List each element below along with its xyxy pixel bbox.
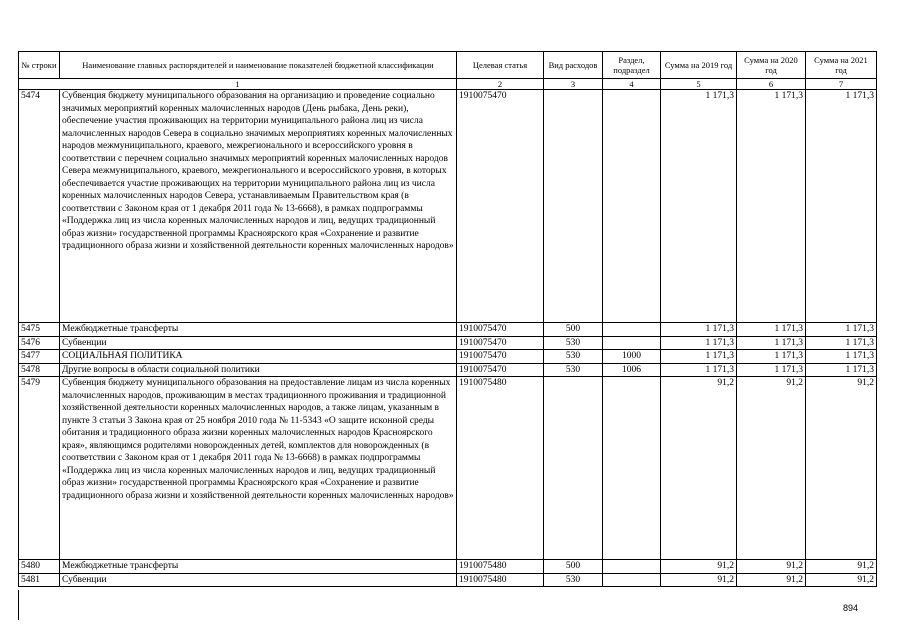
row-expense-type: 530 — [544, 363, 603, 377]
table-row — [19, 560, 877, 574]
row-expense-type — [544, 377, 603, 560]
table-row — [19, 363, 877, 377]
row-expense-type: 530 — [544, 573, 603, 587]
column-number: 1 — [19, 79, 457, 90]
row-target-article: 1910075480 — [457, 560, 544, 574]
row-sum-2020: 91,2 — [737, 377, 806, 560]
table-row — [19, 573, 877, 587]
column-number: 6 — [737, 79, 806, 90]
row-section — [603, 323, 661, 337]
row-sum-2019: 1 171,3 — [661, 350, 737, 364]
row-name: СОЦИАЛЬНАЯ ПОЛИТИКА — [60, 350, 457, 364]
row-sum-2021: 1 171,3 — [806, 336, 877, 350]
header-row — [19, 52, 877, 79]
left-margin-line — [18, 590, 19, 620]
row-number: 5479 — [19, 377, 60, 560]
row-section — [603, 573, 661, 587]
row-sum-2019: 91,2 — [661, 377, 737, 560]
row-number: 5480 — [19, 560, 60, 574]
column-number: 2 — [457, 79, 544, 90]
header-expense-type: Вид расходов — [544, 52, 603, 79]
row-sum-2020: 1 171,3 — [737, 336, 806, 350]
row-number: 5481 — [19, 573, 60, 587]
row-number: 5475 — [19, 323, 60, 337]
budget-table — [18, 51, 877, 587]
row-sum-2020: 91,2 — [737, 573, 806, 587]
row-expense-type: 500 — [544, 560, 603, 574]
table-row — [19, 323, 877, 337]
row-section — [603, 336, 661, 350]
row-number: 5478 — [19, 363, 60, 377]
row-sum-2020: 1 171,3 — [737, 363, 806, 377]
row-name: Другие вопросы в области социальной политики — [60, 363, 457, 377]
row-target-article: 1910075480 — [457, 573, 544, 587]
row-sum-2019: 91,2 — [661, 560, 737, 574]
row-sum-2021: 1 171,3 — [806, 363, 877, 377]
row-name: Субвенция бюджету муниципального образования на предоставление лицам из числа коренных малочисленных народов, проживающим в местах традиционного проживания и традиционной хозяйственной деятельности коренных малочисленных народов, а также лицам, указанным в пункте 3 статьи 3 Закона края от 25 ноября 2010 года № 11-5343 «О защите исконной среды обитания и традиционного образа жизни коренных малочисленных народов Красноярского края», являющимся родителями новорожденных детей, комплектов для новорожденных (в соответствии с Законом края от 1 декабря 2011 года № 13-6668) в рамках подпрограммы «Поддержка лиц из числа коренных малочисленных народов и лиц, ведущих традиционный образ жизни» государственной программы Красноярского края «Сохранение и развитие традиционного образа жизни и хозяйственной деятельности коренных малочисленных народов» — [60, 377, 457, 560]
row-section — [603, 90, 661, 323]
row-section: 1000 — [603, 350, 661, 364]
row-sum-2020: 1 171,3 — [737, 90, 806, 323]
row-sum-2020: 1 171,3 — [737, 350, 806, 364]
row-target-article: 1910075470 — [457, 90, 544, 323]
row-sum-2021: 91,2 — [806, 573, 877, 587]
row-target-article: 1910075470 — [457, 323, 544, 337]
row-expense-type — [544, 90, 603, 323]
table-row — [19, 377, 877, 560]
row-sum-2021: 91,2 — [806, 560, 877, 574]
header-sum-2021: Сумма на 2021 год — [806, 52, 877, 79]
row-sum-2021: 1 171,3 — [806, 350, 877, 364]
header-target-article: Целевая статья — [457, 52, 544, 79]
row-name: Межбюджетные трансферты — [60, 560, 457, 574]
header-section: Раздел, подраздел — [603, 52, 661, 79]
row-name: Субвенция бюджету муниципального образования на организацию и проведение социально значимых мероприятий коренных малочисленных народов (День рыбака, День реки), обеспечение участия проживающих на территории муниципального района лиц из числа малочисленных народов Севера в социально значимых мероприятиях коренных малочисленных народов межмуниципального, краевого, межрегионального и всероссийского уровня в соответствии с перечнем социально значимых мероприятий коренных малочисленных народов Севера межмуниципального, краевого, межрегионального и всероссийского уровня, в которых обеспечивается участие проживающих на территории муниципального района лиц из числа коренных малочисленных народов Севера, устанавливаемым Правительством края (в соответствии с Законом края от 1 декабря 2011 года № 13-6668), в рамках подпрограммы «Поддержка лиц из числа коренных малочисленных народов и лиц, ведущих традиционный образ жизни» государственной программы Красноярского края «Сохранение и развитие традиционного образа жизни и хозяйственной деятельности коренных малочисленных народов» — [60, 90, 457, 323]
header-sum-2019: Сумма на 2019 год — [661, 52, 737, 79]
row-section — [603, 377, 661, 560]
header-name: Наименование главных распорядителей и наименование показателей бюджетной классификации — [60, 52, 457, 79]
row-sum-2021: 1 171,3 — [806, 90, 877, 323]
column-number-row — [19, 79, 877, 90]
table-row — [19, 350, 877, 364]
row-sum-2019: 1 171,3 — [661, 336, 737, 350]
row-number: 5474 — [19, 90, 60, 323]
row-number: 5477 — [19, 350, 60, 364]
row-name: Межбюджетные трансферты — [60, 323, 457, 337]
row-sum-2021: 1 171,3 — [806, 323, 877, 337]
row-expense-type: 530 — [544, 336, 603, 350]
row-name: Субвенции — [60, 573, 457, 587]
row-name: Субвенции — [60, 336, 457, 350]
column-number: 5 — [661, 79, 737, 90]
row-sum-2019: 1 171,3 — [661, 363, 737, 377]
row-target-article: 1910075470 — [457, 350, 544, 364]
table-row — [19, 90, 877, 323]
column-number: 7 — [806, 79, 877, 90]
row-target-article: 1910075480 — [457, 377, 544, 560]
table-row — [19, 336, 877, 350]
row-sum-2019: 1 171,3 — [661, 323, 737, 337]
column-number: 4 — [603, 79, 661, 90]
column-number: 3 — [544, 79, 603, 90]
row-expense-type: 530 — [544, 350, 603, 364]
row-sum-2019: 1 171,3 — [661, 90, 737, 323]
header-row-number: № строки — [19, 52, 60, 79]
row-number: 5476 — [19, 336, 60, 350]
row-expense-type: 500 — [544, 323, 603, 337]
row-sum-2019: 91,2 — [661, 573, 737, 587]
row-section: 1006 — [603, 363, 661, 377]
page-number: 894 — [843, 603, 859, 613]
header-sum-2020: Сумма на 2020 год — [737, 52, 806, 79]
row-sum-2021: 91,2 — [806, 377, 877, 560]
row-section — [603, 560, 661, 574]
row-sum-2020: 91,2 — [737, 560, 806, 574]
row-sum-2020: 1 171,3 — [737, 323, 806, 337]
row-target-article: 1910075470 — [457, 363, 544, 377]
row-target-article: 1910075470 — [457, 336, 544, 350]
